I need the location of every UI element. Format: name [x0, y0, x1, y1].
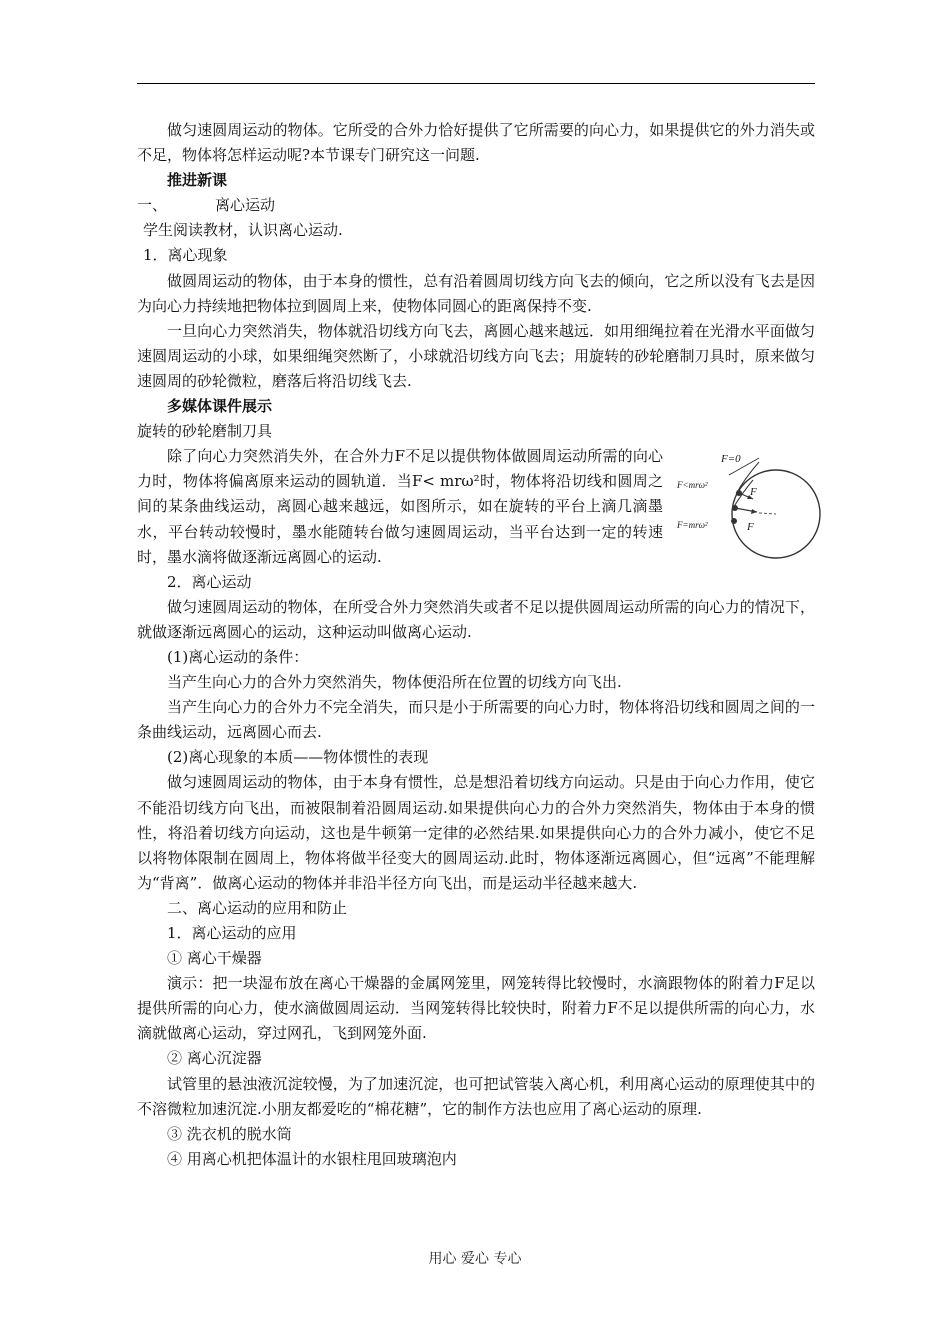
header-rule	[137, 83, 815, 84]
footer-word-3: 专心	[493, 1251, 522, 1267]
section-1-number: 一、	[137, 196, 168, 215]
footer-word-1: 用心	[428, 1251, 457, 1267]
document-body	[137, 118, 815, 1172]
application-sedimentation: ② 离心沉淀器	[167, 1049, 262, 1068]
section-2-heading: 二、离心运动的应用和防止	[167, 898, 348, 917]
footer-word-2: 爱心	[461, 1251, 489, 1267]
application-thermometer: ④ 用离心机把体温计的水银柱甩回玻璃泡内	[167, 1149, 457, 1168]
paragraph-insufficient-force: 除了向心力突然消失外，在合外力F不足以提供物体做圆周运动所需的向心力时，物体将偏离原来运动的圆轨道．当F< mrω²时，物体将沿切线和圆周之间的某条曲线运动，离圆心越来越远，如图所示，如在旋转的平台上滴几滴墨水，平台转动较慢时，墨水能随转台做匀速圆周运动，当平台达到一定的转速时，墨水滴将做逐渐远离圆心的运动.	[137, 447, 663, 566]
application-washer: ③ 洗衣机的脱水筒	[167, 1124, 292, 1143]
label-f-zero: F=0	[721, 453, 741, 466]
section-1-heading	[137, 193, 815, 218]
paragraph-demo: 演示：把一块湿布放在离心干燥器的金属网笼里，网笼转得比较慢时，水滴跟物体的附着力F足以提供所需的向心力，使水滴做圆周运动．当网笼转得比较快时，附着力F不足以提供所需的向心力，水滴就做离心运动，穿过网孔，飞到网笼外面.	[137, 974, 815, 1043]
label-force-upper: F	[750, 486, 757, 499]
reading-instruction: 学生阅读教材，认识离心运动.	[143, 221, 343, 240]
subheading-essence: (2)离心现象的本质——物体惯性的表现	[167, 748, 429, 767]
label-force-lower: F	[747, 521, 754, 534]
subheading-centrifugal-phenomenon: 1．离心现象	[143, 246, 228, 265]
grinding-caption: 旋转的砂轮磨制刀具	[137, 422, 273, 441]
heading-multimedia: 多媒体课件展示	[167, 397, 273, 416]
subheading-conditions: (1)离心运动的条件：	[167, 647, 309, 666]
label-f-equal: F=mrω²	[677, 520, 708, 531]
centrifugal-motion-diagram-icon	[673, 448, 823, 568]
paragraph-inertia: 做圆周运动的物体，由于本身的惯性，总有沿着圆周切线方向飞去的倾向，它之所以没有飞去是因为向心力持续地把物体拉到圆周上来，使物体同圆心的距离保持不变.	[137, 271, 815, 315]
application-dryer: ① 离心干燥器	[167, 949, 262, 968]
paragraph-essence: 做匀速圆周运动的物体，由于本身有惯性，总是想沿着切线方向运动。只是由于向心力作用，使它不能沿切线方向飞出，而被限制着沿圆周运动.如果提供向心力的合外力突然消失，物体由于本身的惯性，将沿着切线方向运动，这也是牛顿第一定律的必然结果.如果提供向心力的合外力减小，使它不足以将物体限制在圆周上，物体将做半径变大的圆周运动.此时，物体逐渐远离圆心，但“远离”不能理解为“背离”．做离心运动的物体并非沿半径方向飞出，而是运动半径越来越大.	[137, 773, 815, 892]
paragraph-condition-partial: 当产生向心力的合外力不完全消失，而只是小于所需要的向心力时，物体将沿切线和圆周之间的一条曲线运动，远离圆心而去.	[137, 698, 815, 742]
label-f-less: F<mrω²	[677, 480, 708, 491]
page-footer	[0, 1248, 950, 1268]
paragraph-sedimentation: 试管里的悬浊液沉淀较慢，为了加速沉淀，也可把试管装入离心机，利用离心运动的原理使其中的不溶微粒加速沉淀.小朋友都爱吃的“棉花糖”，它的制作方法也应用了离心运动的原理.	[137, 1074, 815, 1118]
section-1-title: 离心运动	[215, 196, 276, 215]
paragraph-condition-vanish: 当产生向心力的合外力突然消失，物体便沿所在位置的切线方向飞出.	[167, 673, 622, 692]
paragraph-definition: 做匀速圆周运动的物体，在所受合外力突然消失或者不足以提供圆周运动所需的向心力的情况下，就做逐渐远离圆心的运动，这种运动叫做离心运动.	[137, 597, 815, 641]
subheading-applications: 1．离心运动的应用	[167, 924, 297, 942]
heading-new-lesson: 推进新课	[167, 171, 228, 190]
paragraph-tangent: 一旦向心力突然消失，物体就沿切线方向飞去，离圆心越来越远．如用细绳拉着在光滑水平面做匀速圆周运动的小球，如果细绳突然断了，小球就沿切线方向飞去；用旋转的砂轮磨制刀具时，原来做匀速圆周的砂轮微粒，磨落后将沿切线飞去.	[137, 321, 815, 390]
subheading-centrifugal-motion: 2．离心运动	[167, 572, 252, 591]
intro-paragraph: 做匀速圆周运动的物体。它所受的合外力恰好提供了它所需要的向心力，如果提供它的外力消失或不足，物体将怎样运动呢?本节课专门研究这一问题.	[137, 121, 815, 165]
